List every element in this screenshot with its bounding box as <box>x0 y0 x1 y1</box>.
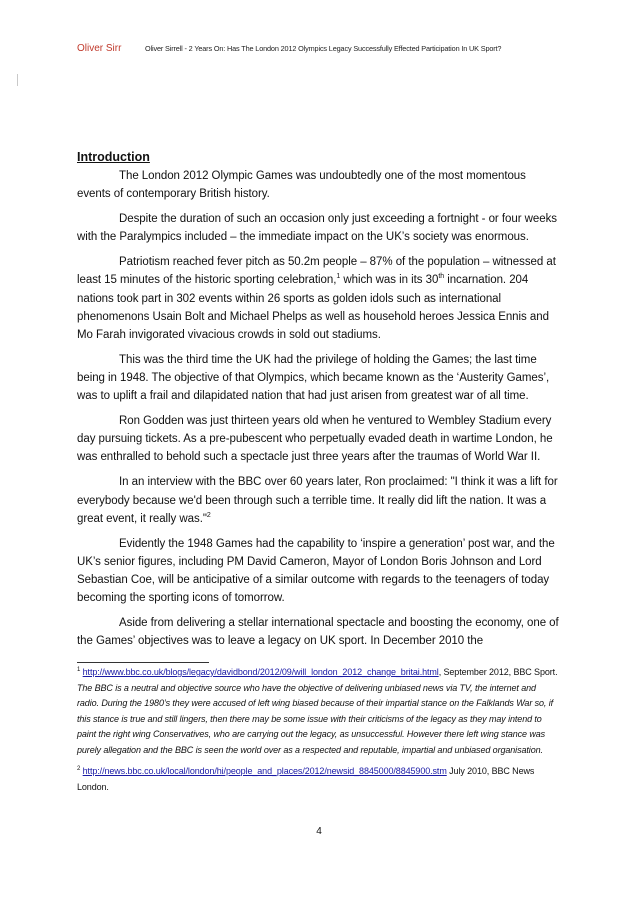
paragraph-4: This was the third time the UK had the privilege of holding the Games; the last time being in 1948. The objective of that Olympics, which became known as the ‘Austerity Games’, was to uplift a frail and dilapidated nation that had just arisen from greatest war of all time. <box>77 353 550 403</box>
paragraph-3-part-c: incarnation. 204 nations took part in 302 events within 26 sports as golden idols such as international phenomenons Usain Bolt and Michael Phelps as well as household heroes Jessica Ennis and Mo Farah invigorated vivacious crowds in sold out stadiums. <box>77 274 549 341</box>
footnote-2-link[interactable]: http://news.bbc.co.uk/local/london/hi/people_and_places/2012/newsid_8845000/8845900.stm <box>82 766 447 776</box>
header-title: Oliver Sirrell - 2 Years On: Has The London 2012 Olympics Legacy Successfully Effected Participation In UK Sport? <box>145 44 502 53</box>
paragraph-6-quote: In an interview with the BBC over 60 years later, Ron proclaimed: "I think it was a lift for everybody because we'd been through such a terrible time. It really did lift the nation. It was a great event, it really was." <box>77 476 558 525</box>
footnote-2-source: July 2010, BBC News London. <box>77 766 535 792</box>
paragraph-3 <box>77 253 559 343</box>
footnote-1-number: 1 <box>77 667 81 673</box>
footnote-ref-2[interactable]: 2 <box>206 511 211 519</box>
header-author: Oliver Sirr <box>77 43 122 54</box>
paragraph-1: The London 2012 Olympic Games was undoubtedly one of the most momentous events of contemporary British history. <box>77 170 526 201</box>
paragraph-3-part-b: which was in its 30 <box>340 274 439 287</box>
footnote-1-source: , September 2012, BBC Sport. <box>438 667 558 677</box>
paragraph-5: Ron Godden was just thirteen years old when he ventured to Wembley Stadium every day pursuing tickets. As a pre-pubescent who perpetually evaded death in wartime London, he was enthralled to behold such a spectacle just three years after the traumas of World War II. <box>77 415 553 464</box>
footnote-1-link[interactable]: http://www.bbc.co.uk/blogs/legacy/davidbond/2012/09/will_london_2012_change_britai.html <box>82 667 439 677</box>
paragraph-7: Evidently the 1948 Games had the capability to ‘inspire a generation’ post war, and the UK’s senior figures, including PM David Cameron, Mayor of London Boris Johnson and Lord Sebastian Coe, will be anticipative of a similar outcome with regards to the teenagers of today becoming the sporting icons of tomorrow. <box>77 537 555 604</box>
page-edge-mark <box>17 74 18 86</box>
footnotes <box>77 665 559 801</box>
ordinal-suffix: th <box>438 273 445 281</box>
footnote-separator <box>77 662 209 663</box>
page-number: 4 <box>316 826 322 837</box>
footnote-1 <box>77 665 559 758</box>
page-header <box>77 43 577 57</box>
paragraph-3-part-a: Patriotism reached fever pitch as 50.2m people – 87% of the population – witnessed at least 15 minutes of the historic sporting celebration, <box>77 256 556 287</box>
footnote-1-commentary: The BBC is a neutral and objective source who have the objective of delivering unbiased news via TV, the internet and radio. During the 1980’s they were accused of left wing biased because of their impartial stance on the Falklands War so, if this stance is true and still lingers, then there may be some issue with their criticisms of the legacy as they may intend to paint the right wing Conservatives, who are carrying out the legacy, as unsuccessful. However there left wing stance was purely allegation and the BBC is seen the world over as a respected and reputable, impartial and unbiased organisation. <box>77 682 554 755</box>
paragraph-2: Despite the duration of such an occasion only just exceeding a fortnight - or four weeks with the Paralympics included – the immediate impact on the UK’s society was enormous. <box>77 213 557 244</box>
footnote-ref-1[interactable]: 1 <box>336 273 341 281</box>
footnote-2 <box>77 764 559 795</box>
main-content <box>77 148 559 657</box>
paragraph-6 <box>77 473 559 527</box>
section-heading: Introduction <box>77 150 150 164</box>
paragraph-8: Aside from delivering a stellar international spectacle and boosting the economy, one of the Games’ objectives was to leave a legacy on UK sport. In December 2010 the <box>77 617 559 648</box>
footnote-2-number: 2 <box>77 766 81 772</box>
